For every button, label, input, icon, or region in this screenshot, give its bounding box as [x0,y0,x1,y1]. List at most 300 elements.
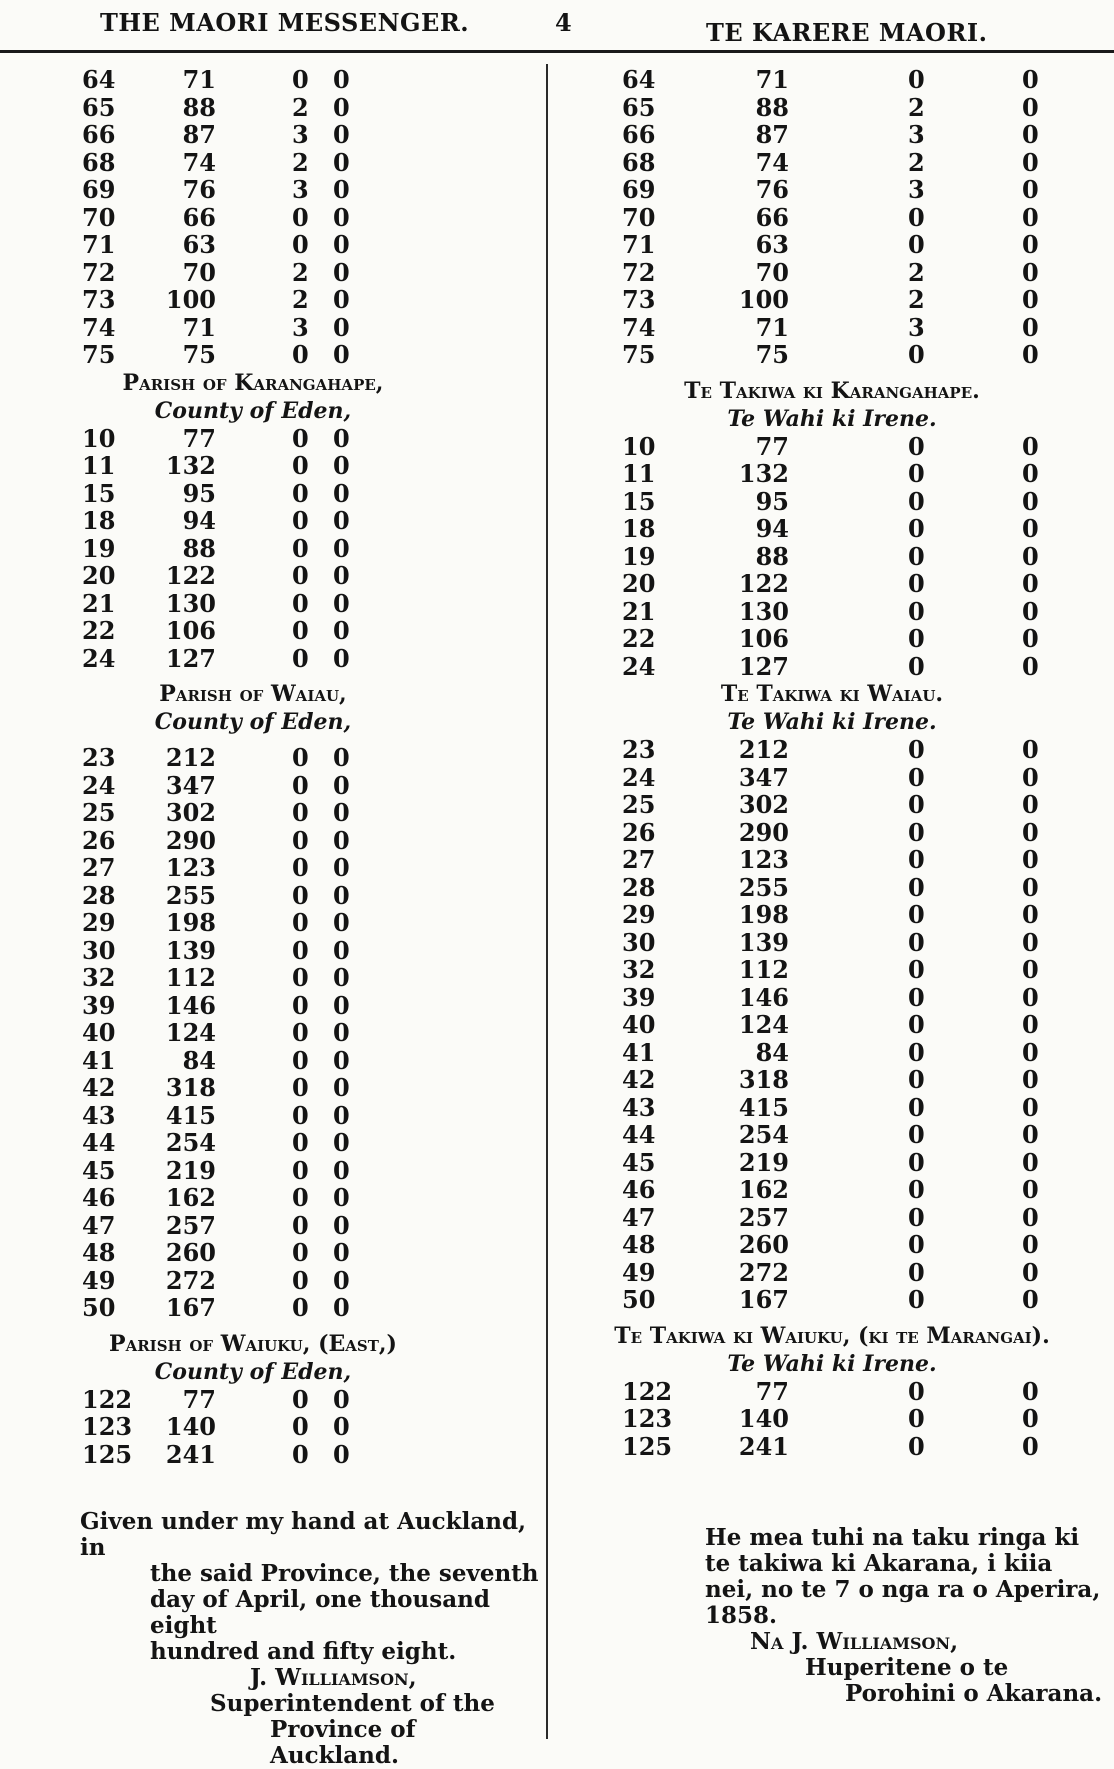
perches-value: 0 [333,202,350,232]
perches-value: 0 [1022,1285,1039,1314]
acres-value: 198 [165,908,216,937]
lot-row [0,562,546,590]
lot-row [0,66,546,94]
perches-value: 0 [1022,1431,1039,1461]
roods-value: 0 [292,743,309,772]
lot-row [550,1066,1114,1094]
perches-value: 0 [1022,147,1039,177]
perches-value: 0 [1022,927,1039,957]
lot-number: 25 [622,790,656,819]
lot-row [550,433,1114,461]
lot-row [550,846,1114,874]
acres-value: 302 [165,798,216,827]
lot-row [550,598,1114,626]
lot-row [550,874,1114,902]
perches-value: 0 [333,935,350,965]
acres-value: 132 [738,459,789,488]
acres-value: 162 [738,1175,789,1204]
county-heading-eden: County of Eden, [154,397,352,424]
acres-value: 100 [738,285,789,314]
lot-number: 65 [82,92,116,122]
perches-value: 0 [333,506,350,535]
acres-value: 71 [755,312,789,342]
lot-number: 48 [622,1230,656,1259]
lot-row [550,1011,1114,1039]
lot-row [550,625,1114,653]
english-column [0,66,546,1468]
acres-value: 84 [182,1045,216,1075]
lot-number: 29 [82,908,116,937]
acres-value: 130 [738,596,789,626]
roods-value: 2 [292,285,309,314]
acres-value: 76 [182,175,216,204]
roods-value: 0 [292,340,309,369]
lot-row [0,909,546,937]
lot-row [0,1102,546,1130]
acres-value: 88 [182,92,216,122]
acres-value: 71 [182,65,216,94]
lot-number: 39 [82,990,116,1020]
acres-value: 254 [738,1120,789,1149]
acres-value: 63 [182,230,216,259]
acres-value: 260 [738,1230,789,1259]
lot-row [0,590,546,618]
page-header [0,0,1114,52]
perches-value: 0 [333,1238,350,1267]
lot-number: 30 [622,927,656,957]
perches-value: 0 [333,643,350,673]
perches-value: 0 [1022,120,1039,149]
acres-value: 63 [755,230,789,259]
closing-line: te takiwa ki Akarana, i kiia [705,1550,1053,1577]
signatory-title: Porohini o Akarana. [845,1680,1103,1707]
lot-number: 21 [622,596,656,626]
perches-value: 0 [1022,1092,1039,1122]
perches-value: 0 [333,533,350,563]
perches-value: 0 [333,478,350,508]
lot-number: 28 [622,872,656,902]
lot-number: 74 [82,312,116,342]
acres-value: 255 [165,880,216,910]
lot-number: 11 [622,459,656,488]
acres-value: 124 [738,1010,789,1039]
lot-row [0,1239,546,1267]
roods-value: 0 [908,1092,925,1122]
acres-value: 127 [165,643,216,673]
lot-row [0,121,546,149]
lot-row [0,827,546,855]
lot-number: 19 [622,541,656,571]
perches-value: 0 [1022,230,1039,259]
english-proclamation-closing [80,1509,540,1769]
perches-value: 0 [333,285,350,314]
lot-row [0,341,546,369]
roods-value: 3 [908,312,925,342]
lot-row [550,66,1114,94]
lot-number: 49 [82,1265,116,1295]
closing-line: 1858. [705,1602,778,1629]
lot-table-3 [0,744,546,1322]
lot-number: 64 [622,65,656,94]
acres-value: 272 [738,1257,789,1287]
acres-value: 84 [755,1037,789,1067]
lot-row [0,1157,546,1185]
perches-value: 0 [333,1384,350,1414]
lot-row [0,744,546,772]
roods-value: 0 [292,1293,309,1322]
perches-value: 0 [333,1210,350,1240]
lot-row [0,314,546,342]
lot-number: 125 [622,1431,673,1461]
lot-row [550,984,1114,1012]
lot-row [550,1405,1114,1433]
roods-value: 3 [908,120,925,149]
lot-number: 42 [82,1073,116,1102]
lot-number: 123 [622,1404,673,1433]
acres-value: 415 [165,1100,216,1130]
roods-value: 0 [292,1073,309,1102]
roods-value: 0 [908,1230,925,1259]
perches-value: 0 [333,853,350,882]
perches-value: 0 [1022,955,1039,984]
closing-line: He mea tuhi na taku ringa ki [705,1524,1080,1551]
acres-value: 241 [738,1431,789,1461]
roods-value: 0 [292,990,309,1020]
closing-line: nei, no te 7 o nga ra o Aperira, [705,1576,1101,1603]
signatory-title: Huperitene o te [805,1654,1009,1681]
acres-value: 71 [182,312,216,342]
acres-value: 94 [182,506,216,535]
roods-value: 0 [908,1202,925,1232]
takiwa-heading-waiuku: Te Takiwa ki Waiuku, (ki te Marangai). [614,1322,1050,1349]
lot-row [550,956,1114,984]
roods-value: 0 [292,478,309,508]
lot-number: 18 [82,506,116,535]
acres-value: 139 [738,927,789,957]
lot-row [550,259,1114,287]
roods-value: 0 [292,1018,309,1047]
header-english-title: THE MAORI MESSENGER. [100,8,470,37]
lot-number: 23 [622,735,656,764]
roods-value: 0 [908,1257,925,1287]
perches-value: 0 [1022,1010,1039,1039]
lot-table-4 [550,1378,1114,1461]
lot-number: 44 [622,1120,656,1149]
acres-value: 132 [165,451,216,480]
acres-value: 241 [165,1439,216,1469]
roods-value: 0 [292,825,309,855]
lot-row [550,231,1114,259]
roods-value: 0 [292,506,309,535]
roods-value: 0 [292,935,309,965]
acres-value: 100 [165,285,216,314]
roods-value: 2 [908,92,925,122]
acres-value: 74 [755,147,789,177]
acres-value: 95 [182,478,216,508]
acres-value: 112 [738,955,789,984]
closing-line: Given under my hand at Auckland, in [80,1508,527,1561]
lot-number: 66 [82,120,116,149]
lot-row [0,204,546,232]
acres-value: 212 [165,743,216,772]
acres-value: 71 [755,65,789,94]
lot-number: 28 [82,880,116,910]
roods-value: 0 [908,1285,925,1314]
acres-value: 122 [165,561,216,590]
acres-value: 212 [738,735,789,764]
acres-value: 257 [165,1210,216,1240]
acres-value: 122 [738,569,789,598]
acres-value: 140 [738,1404,789,1433]
lot-number: 72 [82,257,116,287]
lot-row [550,1378,1114,1406]
perches-value: 0 [1022,65,1039,94]
roods-value: 3 [292,120,309,149]
lot-number: 73 [622,285,656,314]
roods-value: 0 [908,486,925,516]
lot-row [550,488,1114,516]
acres-value: 76 [755,175,789,204]
lot-row [550,1259,1114,1287]
lot-number: 68 [82,147,116,177]
roods-value: 0 [292,1183,309,1212]
perches-value: 0 [333,1293,350,1322]
roods-value: 0 [908,1431,925,1461]
header-rule [0,50,1114,53]
lot-row [0,854,546,882]
perches-value: 0 [333,423,350,453]
lot-row [550,764,1114,792]
perches-value: 0 [1022,624,1039,653]
signature: J. Williamson, [250,1664,417,1691]
lot-row [550,736,1114,764]
maori-column [550,66,1114,1460]
lot-number: 45 [82,1155,116,1185]
acres-value: 130 [165,588,216,618]
lot-number: 26 [622,817,656,847]
perches-value: 0 [1022,1037,1039,1067]
lot-number: 24 [82,770,116,800]
acres-value: 88 [755,541,789,571]
lot-number: 122 [622,1376,673,1406]
lot-row [0,799,546,827]
roods-value: 0 [908,900,925,929]
roods-value: 0 [292,451,309,480]
perches-value: 0 [333,963,350,992]
lot-number: 45 [622,1147,656,1177]
roods-value: 0 [292,1128,309,1157]
perches-value: 0 [1022,175,1039,204]
acres-value: 260 [165,1238,216,1267]
acres-value: 66 [182,202,216,232]
perches-value: 0 [1022,257,1039,287]
perches-value: 0 [333,451,350,480]
lot-row [550,1204,1114,1232]
roods-value: 0 [292,533,309,563]
perches-value: 0 [1022,735,1039,764]
perches-value: 0 [333,588,350,618]
acres-value: 106 [165,616,216,645]
lot-row [0,507,546,535]
lot-row [0,231,546,259]
takiwa-heading-karangahape: Te Takiwa ki Karangahape. [684,377,980,404]
lot-number: 11 [82,451,116,480]
lot-number: 44 [82,1128,116,1157]
roods-value: 0 [908,514,925,543]
acres-value: 219 [738,1147,789,1177]
lot-row [0,772,546,800]
perches-value: 0 [1022,596,1039,626]
roods-value: 0 [908,1120,925,1149]
perches-value: 0 [333,1155,350,1185]
roods-value: 0 [292,1210,309,1240]
acres-value: 167 [738,1285,789,1314]
closing-line: day of April, one thousand eight [150,1586,490,1639]
acres-value: 87 [755,120,789,149]
perches-value: 0 [333,120,350,149]
lot-number: 65 [622,92,656,122]
lot-row [550,121,1114,149]
roods-value: 0 [908,1065,925,1094]
perches-value: 0 [1022,1202,1039,1232]
lot-number: 21 [82,588,116,618]
signatory-title: Superintendent of the [210,1690,495,1717]
lot-number: 64 [82,65,116,94]
perches-value: 0 [1022,285,1039,314]
lot-number: 24 [82,643,116,673]
roods-value: 0 [908,1010,925,1039]
perches-value: 0 [333,230,350,259]
acres-value: 75 [755,340,789,369]
lot-row [550,149,1114,177]
perches-value: 0 [1022,514,1039,543]
roods-value: 0 [292,798,309,827]
lot-number: 26 [82,825,116,855]
perches-value: 0 [333,880,350,910]
roods-value: 0 [908,65,925,94]
roods-value: 0 [292,1439,309,1469]
lot-row [0,1441,546,1469]
acres-value: 127 [738,651,789,681]
parish-heading-waiuku: Parish of Waiuku, (East,) [109,1330,397,1357]
perches-value: 0 [333,1439,350,1469]
perches-value: 0 [1022,569,1039,598]
perches-value: 0 [333,825,350,855]
perches-value: 0 [1022,1175,1039,1204]
lot-row [0,452,546,480]
acres-value: 77 [182,423,216,453]
lot-row [550,1433,1114,1461]
roods-value: 0 [908,1175,925,1204]
perches-value: 0 [333,1412,350,1441]
lot-row [0,1019,546,1047]
roods-value: 0 [292,963,309,992]
lot-number: 22 [82,616,116,645]
lot-row [550,176,1114,204]
lot-number: 50 [82,1293,116,1322]
perches-value: 0 [1022,1230,1039,1259]
acres-value: 88 [755,92,789,122]
roods-value: 0 [292,588,309,618]
roods-value: 0 [292,1045,309,1075]
lot-row [550,929,1114,957]
perches-value: 0 [1022,1376,1039,1406]
lot-row [0,1212,546,1240]
acres-value: 290 [738,817,789,847]
acres-value: 139 [165,935,216,965]
roods-value: 0 [292,616,309,645]
lot-number: 32 [622,955,656,984]
acres-value: 318 [738,1065,789,1094]
perches-value: 0 [1022,1120,1039,1149]
perches-value: 0 [1022,790,1039,819]
lot-row [0,149,546,177]
lot-row [550,314,1114,342]
roods-value: 0 [292,908,309,937]
acres-value: 302 [738,790,789,819]
closing-line: hundred and fifty eight. [150,1638,457,1665]
perches-value: 0 [1022,431,1039,461]
lot-number: 43 [82,1100,116,1130]
acres-value: 112 [165,963,216,992]
perches-value: 0 [333,147,350,177]
lot-row [0,1267,546,1295]
lot-number: 48 [82,1238,116,1267]
roods-value: 0 [292,1265,309,1295]
roods-value: 0 [908,1404,925,1433]
lot-row [0,480,546,508]
acres-value: 70 [182,257,216,287]
acres-value: 77 [755,431,789,461]
lot-row [550,819,1114,847]
lot-number: 70 [82,202,116,232]
lot-row [0,964,546,992]
roods-value: 3 [292,175,309,204]
perches-value: 0 [333,770,350,800]
perches-value: 0 [1022,202,1039,232]
lot-number: 69 [622,175,656,204]
acres-value: 74 [182,147,216,177]
lot-table-1 [0,66,546,369]
county-heading-eden: County of Eden, [154,1358,352,1385]
lot-number: 15 [622,486,656,516]
lot-row [0,259,546,287]
lot-row [0,94,546,122]
lot-number: 20 [622,569,656,598]
county-heading-eden: County of Eden, [154,709,352,735]
acres-value: 162 [165,1183,216,1212]
lot-number: 39 [622,982,656,1012]
lot-number: 19 [82,533,116,563]
lot-row [0,645,546,673]
acres-value: 290 [165,825,216,855]
acres-value: 146 [738,982,789,1012]
lot-number: 30 [82,935,116,965]
perches-value: 0 [333,798,350,827]
lot-number: 32 [82,963,116,992]
lot-row [0,1386,546,1414]
lot-number: 24 [622,651,656,681]
perches-value: 0 [333,1183,350,1212]
lot-table-3 [550,736,1114,1314]
lot-number: 10 [622,431,656,461]
lot-number: 66 [622,120,656,149]
closing-line: the said Province, the seventh [150,1560,539,1587]
roods-value: 0 [908,202,925,232]
lot-number: 49 [622,1257,656,1287]
perches-value: 0 [1022,1257,1039,1287]
lot-number: 24 [622,762,656,792]
